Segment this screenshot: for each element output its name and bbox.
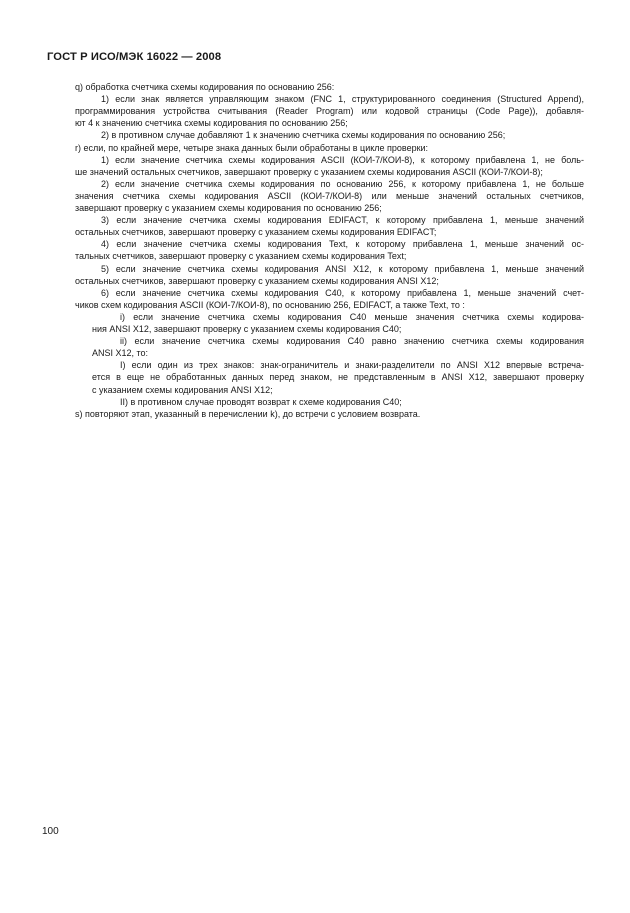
- page-number: 100: [42, 826, 59, 837]
- text-line: с указанием схемы кодирования ANSI X12;: [92, 384, 273, 395]
- text-line: ют 4 к значению счетчика схемы кодирования по основанию 256;: [75, 118, 348, 129]
- text-line: 5) если значение счетчика схемы кодирования ANSI X12, к которому прибавлена 1, меньше значений: [101, 263, 584, 274]
- text-line: I) если один из трех знаков: знак-ограничитель и знаки-разделители по ANSI X12 впервые встреча-: [120, 360, 584, 371]
- text-line: ния ANSI X12, завершают проверку с указанием схемы кодирования C40;: [92, 324, 402, 334]
- text-line: значения счетчика схемы кодирования ASCII (КОИ-7/КОИ-8) или меньше значений остальных счетчиков,: [75, 190, 584, 201]
- text-line: 4) если значение счетчика схемы кодирования Text, к которому прибавлена 1, меньше значений ос-: [101, 239, 584, 250]
- text-line: r) если, по крайней мере, четыре знака данных были обработаны в цикле проверки:: [75, 142, 429, 153]
- text-line: ше значений остальных счетчиков, завершают проверку с указанием схемы кодирования ASCII (КОИ-7/КОИ-8);: [75, 166, 543, 177]
- text-line: 2) если значение счетчика схемы кодирования по основанию 256, к которому прибавлена 1, не больше: [101, 178, 584, 189]
- text-line: остальных счетчиков, завершают проверку с указанием схемы кодирования EDIFACT;: [75, 227, 437, 238]
- text-line: программирования устройства считывания (Reader Program) или кодовой страницы (Code Page)), добавля-: [75, 106, 584, 117]
- text-line: ANSI X12, то:: [92, 348, 149, 359]
- text-line: 6) если значение счетчика схемы кодирования C40, к которому прибавлена 1, меньше значений счет-: [101, 287, 584, 298]
- text-line: остальных счетчиков, завершают проверку с указанием схемы кодирования ANSI X12;: [75, 275, 439, 286]
- text-line: 2) в противном случае добавляют 1 к значению счетчика схемы кодирования по основанию 256;: [101, 130, 506, 141]
- text-line: чиков схем кодирования ASCII (КОИ-7/КОИ-8), по основанию 256, EDIFACT, а также Text, то :: [75, 299, 465, 310]
- text-line: 1) если значение счетчика схемы кодирования ASCII (КОИ-7/КОИ-8), к которому прибавлена 1, не боль-: [101, 154, 584, 165]
- text-line: 3) если значение счетчика схемы кодирования EDIFACT, к которому прибавлена 1, меньше значений: [101, 215, 584, 226]
- text-line: s) повторяют этап, указанный в перечислении k), до встречи с условием возврата.: [75, 408, 421, 419]
- text-line: ется в еще не обработанных данных перед знаком, не представленным в ANSI X12, завершают проверку: [92, 372, 584, 383]
- text-line: ii) если значение счетчика схемы кодирования C40 равно значению счетчика схемы кодирования: [120, 336, 584, 347]
- document-header: ГОСТ Р ИСО/МЭК 16022 — 2008: [47, 51, 222, 63]
- text-line: завершают проверку с указанием схемы кодирования по основанию 256;: [75, 203, 382, 213]
- text-line: II) в противном случае проводят возврат к схеме кодирования C40;: [120, 396, 402, 407]
- text-line: q) обработка счетчика схемы кодирования по основанию 256:: [75, 82, 335, 92]
- text-line: тальных счетчиков, завершают проверку с указанием схемы кодирования Text;: [75, 251, 407, 262]
- text-line: i) если значение счетчика схемы кодирования C40 меньше значения счетчика схемы кодирова-: [120, 311, 584, 322]
- text-line: 1) если знак является управляющим знаком (FNC 1, структурированного соединения (Structured Append),: [101, 94, 584, 105]
